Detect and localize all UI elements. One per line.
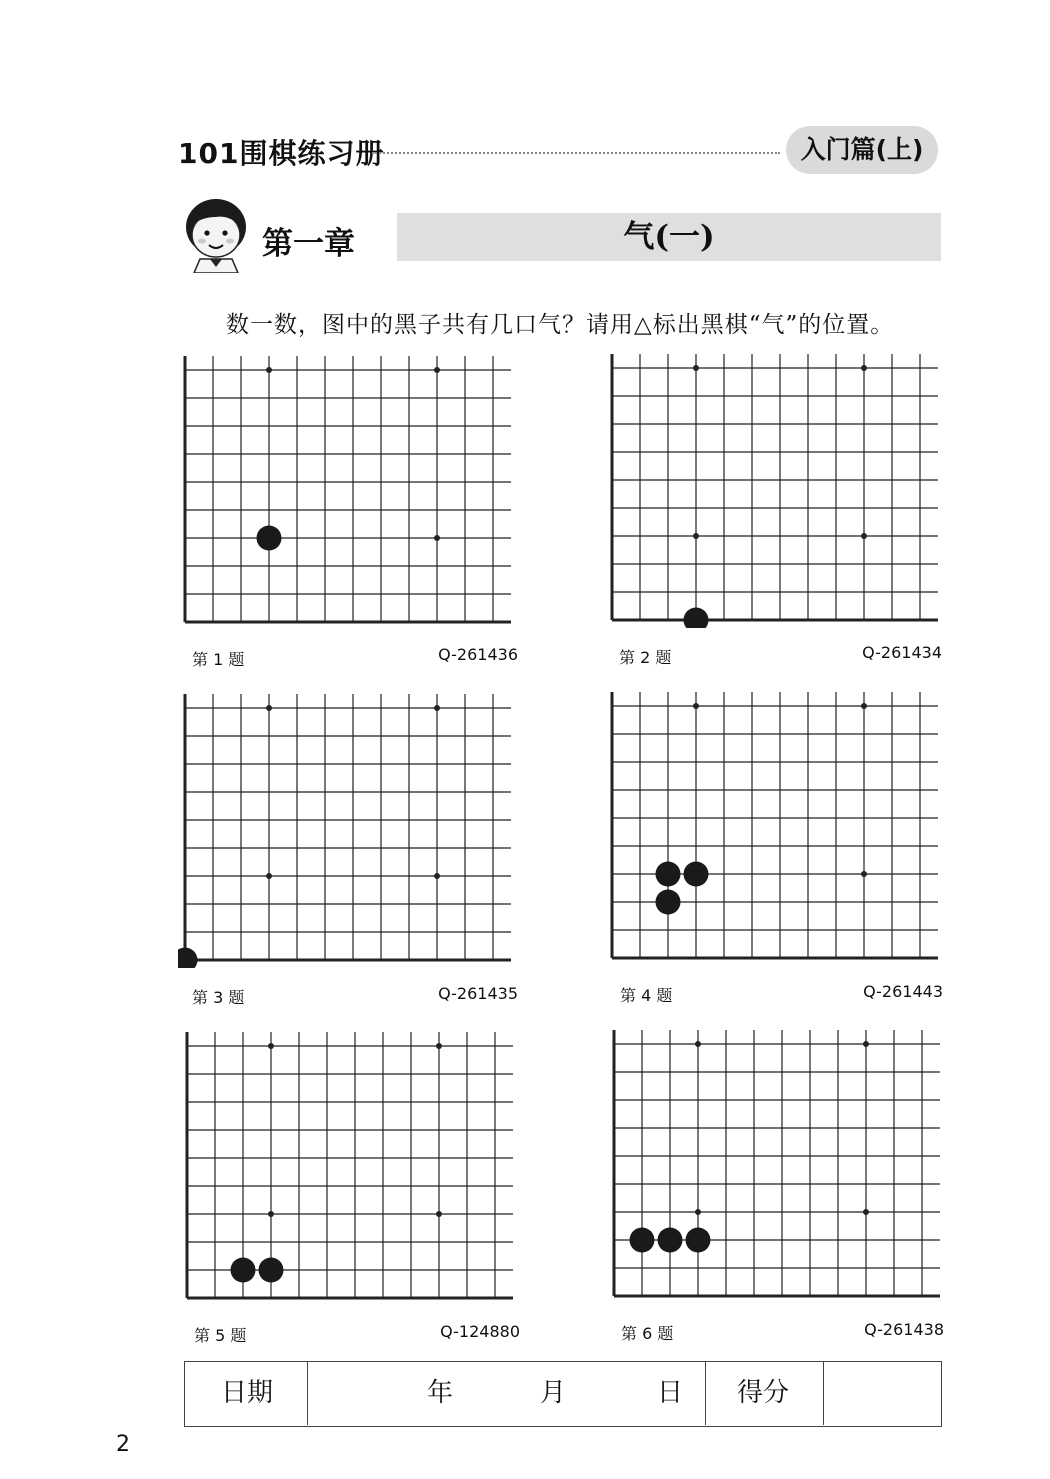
go-board[interactable] [178, 350, 518, 630]
black-stone [656, 890, 681, 915]
year-field[interactable]: 年 [427, 1378, 454, 1408]
go-board[interactable] [180, 1026, 520, 1306]
star-point [695, 1209, 701, 1215]
month-field[interactable]: 月 [540, 1378, 567, 1408]
mascot-boy-icon [180, 197, 252, 273]
star-point [863, 1041, 869, 1047]
table-divider [705, 1362, 706, 1425]
problem-code: Q-261436 [438, 645, 518, 664]
score-label: 得分 [737, 1378, 790, 1408]
problem-label: 第 2 题 [619, 648, 672, 667]
star-point [861, 871, 867, 877]
star-point [436, 1043, 442, 1049]
problem-label: 第 5 题 [194, 1326, 247, 1345]
header-divider [372, 152, 780, 154]
chapter-banner [397, 213, 941, 261]
star-point [434, 873, 440, 879]
star-point [434, 367, 440, 373]
star-point [693, 703, 699, 709]
go-board[interactable] [607, 1024, 947, 1304]
star-point [861, 365, 867, 371]
star-point [268, 1211, 274, 1217]
day-field[interactable]: 日 [657, 1378, 684, 1408]
chapter-number: 第一章 [262, 226, 355, 262]
problem-label: 第 4 题 [620, 986, 673, 1005]
page-number: 2 [116, 1432, 130, 1457]
black-stone [630, 1228, 655, 1253]
star-point [863, 1209, 869, 1215]
table-divider [823, 1362, 824, 1425]
go-board[interactable] [605, 348, 945, 628]
star-point [436, 1211, 442, 1217]
black-stone [231, 1258, 256, 1283]
star-point [266, 873, 272, 879]
star-point [266, 367, 272, 373]
go-board[interactable] [605, 686, 945, 966]
date-label: 日期 [221, 1378, 274, 1408]
black-stone [658, 1228, 683, 1253]
star-point [266, 705, 272, 711]
black-stone [684, 608, 709, 629]
problem-label: 第 1 题 [192, 650, 245, 669]
volume-badge: 入门篇(上) [786, 126, 938, 174]
black-stone [257, 526, 282, 551]
star-point [268, 1043, 274, 1049]
problem-code: Q-261435 [438, 984, 518, 1003]
book-title: 101围棋练习册 [178, 137, 385, 170]
star-point [434, 535, 440, 541]
black-stone [178, 948, 198, 969]
chapter-topic: 气(一) [623, 219, 715, 255]
problem-code: Q-261434 [862, 643, 942, 662]
problem-code: Q-124880 [440, 1322, 520, 1341]
table-divider [307, 1362, 308, 1425]
star-point [693, 533, 699, 539]
problem-label: 第 6 题 [621, 1324, 674, 1343]
star-point [695, 1041, 701, 1047]
black-stone [259, 1258, 284, 1283]
score-value-field[interactable] [835, 1362, 935, 1425]
problem-label: 第 3 题 [192, 988, 245, 1007]
star-point [693, 365, 699, 371]
black-stone [686, 1228, 711, 1253]
go-board[interactable] [178, 688, 518, 968]
problem-code: Q-261443 [863, 982, 943, 1001]
star-point [861, 533, 867, 539]
instruction-text: 数一数，图中的黑子共有几口气？请用△标出黑棋“气”的位置。 [226, 312, 895, 338]
black-stone [684, 862, 709, 887]
star-point [861, 703, 867, 709]
black-stone [656, 862, 681, 887]
star-point [434, 705, 440, 711]
score-table [184, 1361, 942, 1427]
problem-code: Q-261438 [864, 1320, 944, 1339]
